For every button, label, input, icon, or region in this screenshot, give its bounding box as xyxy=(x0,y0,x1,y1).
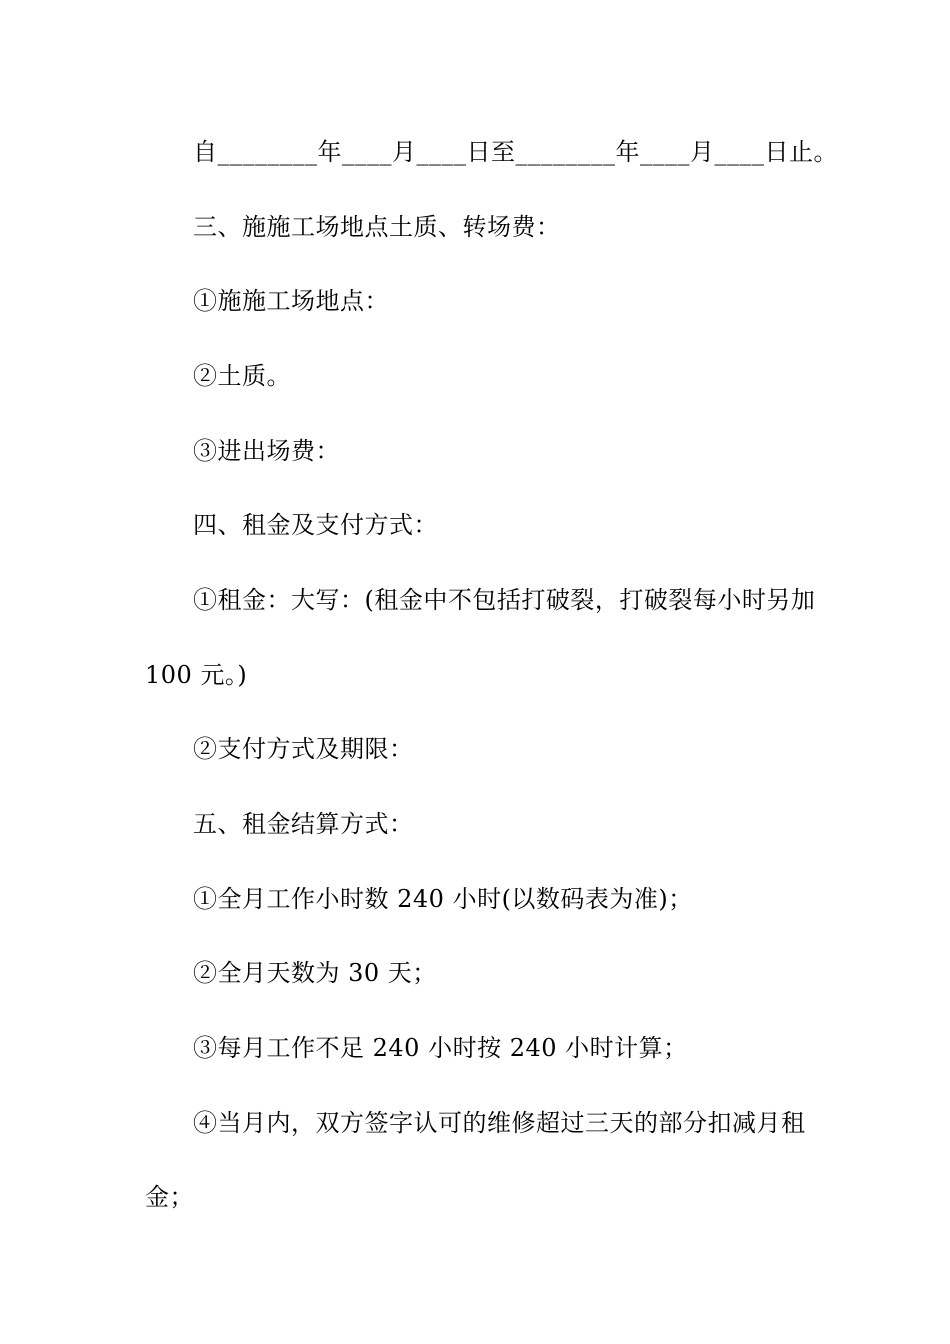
item-soil-quality: ②土质。 xyxy=(193,362,291,390)
section-four-heading: 四、租金及支付方式： xyxy=(193,511,438,539)
item-monthly-hours: ①全月工作小时数 240 小时(以数码表为准)； xyxy=(193,885,693,913)
section-three-heading: 三、施施工场地点土质、转场费： xyxy=(193,213,561,241)
item-monthly-days: ②全月天数为 30 天； xyxy=(193,959,437,987)
item-transfer-fee: ③进出场费： xyxy=(193,437,340,465)
item-rent-amount: ①租金：大写：(租金中不包括打破裂，打破裂每小时另加 xyxy=(193,586,816,614)
item-minimum-hours: ③每月工作不足 240 小时按 240 小时计算； xyxy=(193,1034,688,1062)
item-maintenance-deduction-continued: 金； xyxy=(145,1183,194,1211)
rental-period-line: 自________年____月____日至________年____月____日止。 xyxy=(193,138,838,166)
item-site-location: ①施施工场地点： xyxy=(193,287,389,315)
section-five-heading: 五、租金结算方式： xyxy=(193,810,414,838)
item-rent-amount-continued: 100 元。) xyxy=(145,661,248,689)
item-payment-terms: ②支付方式及期限： xyxy=(193,735,414,763)
item-maintenance-deduction: ④当月内，双方签字认可的维修超过三天的部分扣减月租 xyxy=(193,1109,806,1137)
